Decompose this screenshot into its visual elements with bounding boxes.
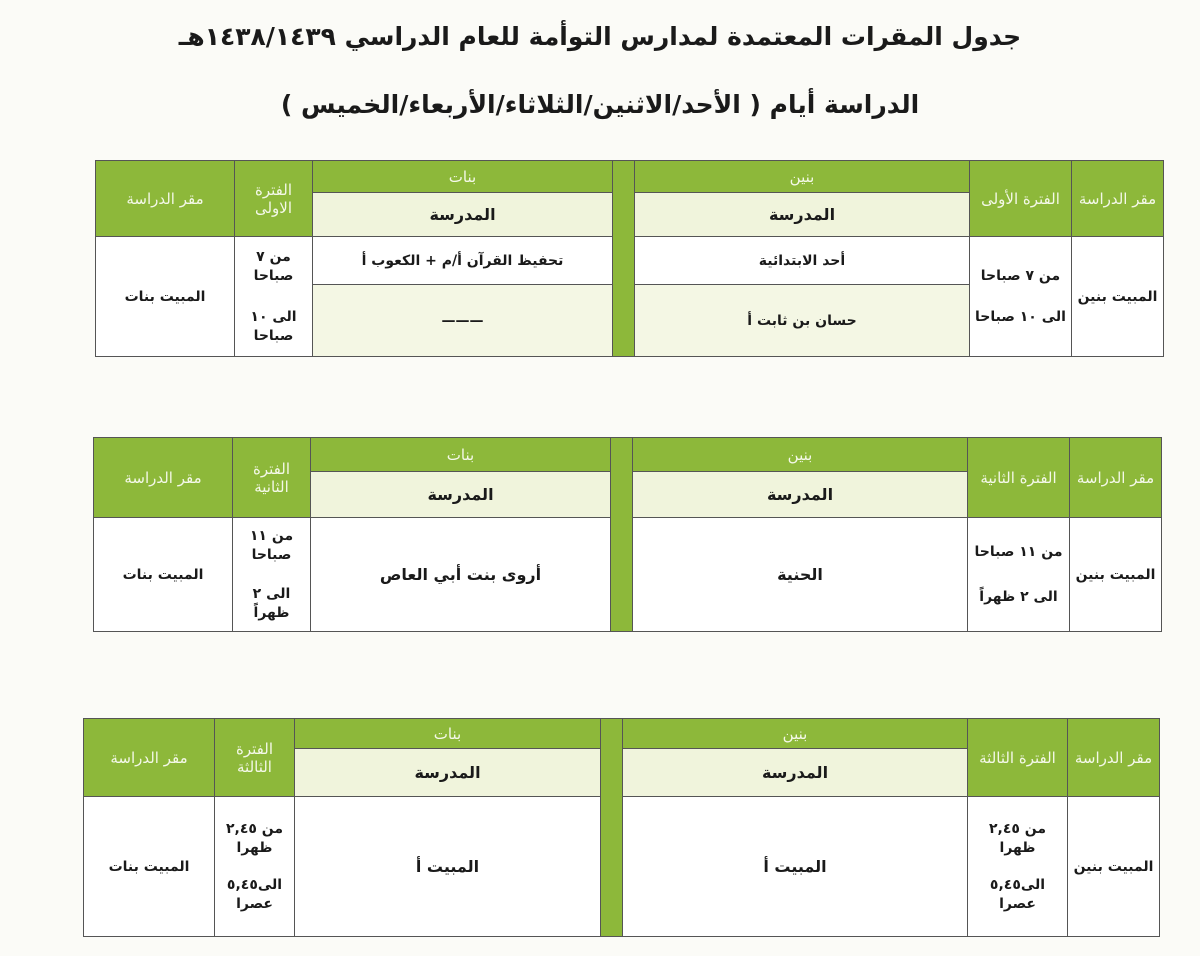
period-header-boys: الفترة الثانية (968, 438, 1070, 518)
period-header-girls: الفترة الثالثة (215, 719, 295, 797)
time-boys (968, 518, 1070, 632)
girls-header: بنات (311, 438, 611, 472)
time-from: من ٢,٤٥ ظهرا (225, 820, 284, 856)
time-to: الى ٢ ظهراً (979, 588, 1058, 605)
table-separator (613, 161, 635, 357)
school-header-girls: المدرسة (313, 193, 613, 237)
school-header-girls: المدرسة (311, 472, 611, 518)
venue-header-boys: مقر الدراسة (1070, 438, 1162, 518)
time-boys (970, 237, 1072, 357)
time-to: الى٥,٤٥ عصرا (226, 876, 283, 912)
boys-header: بنين (633, 438, 968, 472)
girls-header: بنات (295, 719, 601, 749)
school-header-boys: المدرسة (635, 193, 970, 237)
school-boys: المبيت أ (623, 797, 968, 937)
school-header-boys: المدرسة (623, 749, 968, 797)
time-from: من ٧ صباحا (253, 248, 294, 284)
page-subtitle: الدراسة أيام ( الأحد/الاثنين/الثلاثاء/الأربعاء/الخميس ) (280, 90, 920, 119)
table-separator (611, 438, 633, 632)
school-girls: أروى بنت أبي العاص (311, 518, 611, 632)
school-header-girls: المدرسة (295, 749, 601, 797)
time-from: من ١١ صباحا (974, 543, 1063, 560)
boys-header: بنين (635, 161, 970, 193)
page-title: جدول المقرات المعتمدة لمدارس التوأمة للعام الدراسي ١٤٣٨/١٤٣٩هـ (178, 22, 1022, 51)
boys-header: بنين (623, 719, 968, 749)
time-girls (233, 518, 311, 632)
school-girls: ——— (313, 285, 613, 357)
venue-header-girls: مقر الدراسة (94, 438, 233, 518)
period-header-girls: الفترة الثانية (233, 438, 311, 518)
venue-header-girls: مقر الدراسة (96, 161, 235, 237)
venue-girls: المبيت بنات (84, 797, 215, 937)
period-header-boys: الفترة الثالثة (968, 719, 1068, 797)
venue-girls: المبيت بنات (96, 237, 235, 357)
schedule-table-period-1 (95, 160, 1164, 357)
table-separator (601, 719, 623, 937)
venue-boys: المبيت بنين (1070, 518, 1162, 632)
schedule-table-period-2 (93, 437, 1162, 632)
schedule-table-period-3 (83, 718, 1160, 937)
venue-header-girls: مقر الدراسة (84, 719, 215, 797)
venue-girls: المبيت بنات (94, 518, 233, 632)
time-from: من ٢,٤٥ ظهرا (988, 820, 1047, 856)
school-boys: أحد الابتدائية (635, 237, 970, 285)
venue-header-boys: مقر الدراسة (1068, 719, 1160, 797)
school-boys: حسان بن ثابت أ (635, 285, 970, 357)
time-to: الى ٢ ظهراً (252, 585, 291, 621)
period-header-boys: الفترة الأولى (970, 161, 1072, 237)
school-girls: تحفيظ القرآن أ/م + الكعوب أ (313, 237, 613, 285)
time-to: الى ١٠ صباحا (975, 308, 1066, 325)
school-header-boys: المدرسة (633, 472, 968, 518)
time-to: الى٥,٤٥ عصرا (989, 876, 1046, 912)
venue-boys: المبيت بنين (1068, 797, 1160, 937)
school-girls: المبيت أ (295, 797, 601, 937)
time-to: الى ١٠ صباحا (250, 308, 297, 344)
period-header-girls: الفترة الاولى (235, 161, 313, 237)
time-girls (235, 237, 313, 357)
time-boys (968, 797, 1068, 937)
time-from: من ١١ صباحا (249, 527, 294, 563)
venue-boys: المبيت بنين (1072, 237, 1164, 357)
girls-header: بنات (313, 161, 613, 193)
time-from: من ٧ صباحا (980, 267, 1061, 284)
venue-header-boys: مقر الدراسة (1072, 161, 1164, 237)
time-girls (215, 797, 295, 937)
school-boys: الحنية (633, 518, 968, 632)
